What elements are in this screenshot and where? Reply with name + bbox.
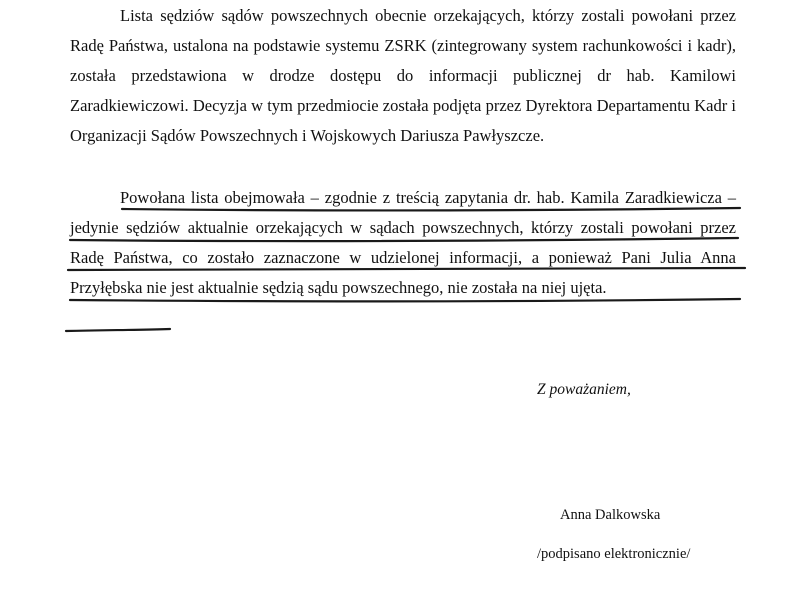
underline-stroke-5 [66,329,170,331]
signer-name: Anna Dalkowska [560,507,661,523]
paragraph-2: Powołana lista obejmowała – zgodnie z treścią zapytania dr. hab. Kamila Zaradkiewicza – jedynie sędziów aktualnie orzekających w sądach powszechnych, którzy zostali powołani przez Radę Państwa, co zostało zaznaczone w udzielonej informacji, a ponieważ Pani Julia Anna Przyłębska nie jest aktualnie sędzią sądu powszechnego, nie została na niej ujęta. [70,188,736,297]
electronic-signature-note: /podpisano elektronicznie/ [537,546,691,562]
paragraph-1: Lista sędziów sądów powszechnych obecnie orzekających, którzy zostali powołani przez Radę Państwa, ustalona na podstawie systemu ZSRK (zintegrowany system rachunkowości i kadr), została przedstawiona w drodze dostępu do informacji publicznej dr hab. Kamilowi Zaradkiewiczowi. Decyzja w tym przedmiocie została podjęta przez Dyrektora Departamentu Kadr i Organizacji Sądów Powszechnych i Wojskowych Dariusza Pawłyszcze. [70,6,736,145]
closing-salutation: Z poważaniem, [537,381,631,398]
